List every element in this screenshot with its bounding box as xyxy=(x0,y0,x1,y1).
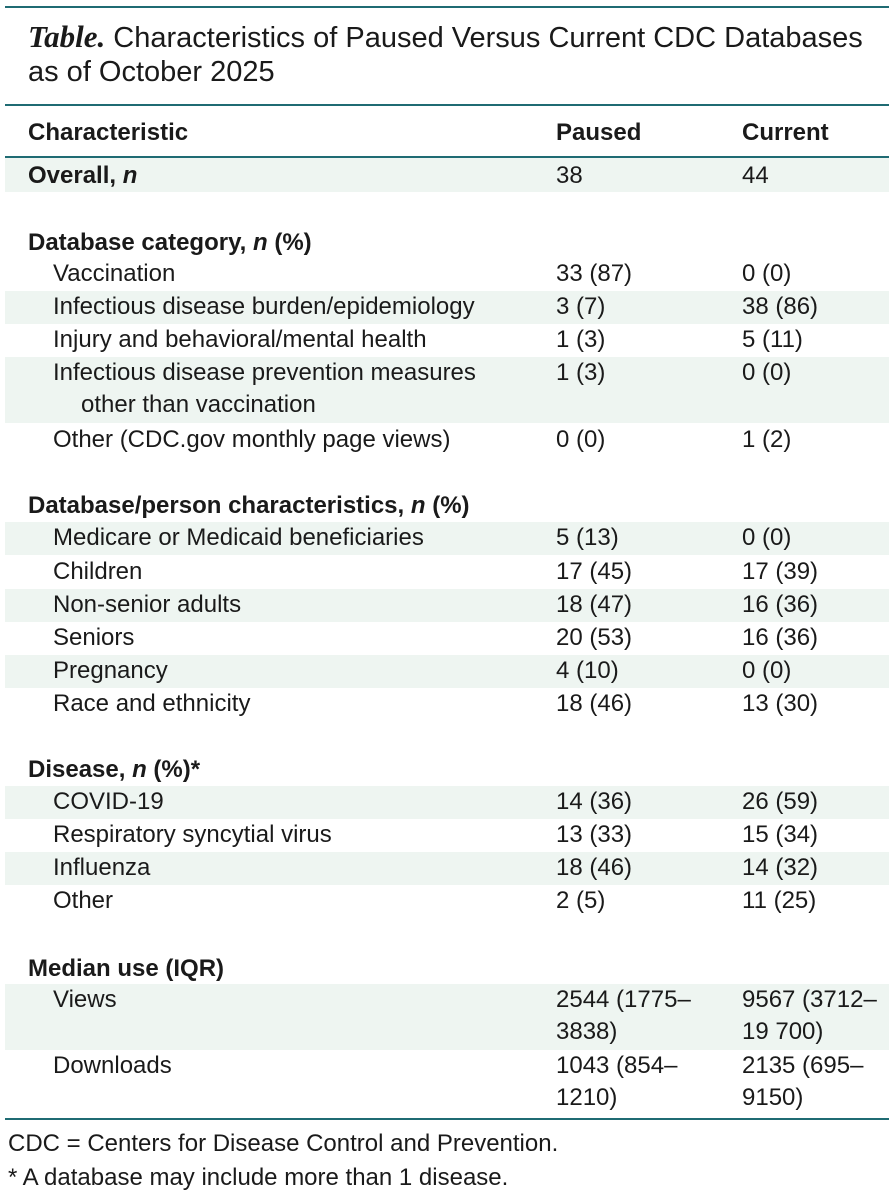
section-heading-person: Database/person characteristics, n (%) xyxy=(28,492,470,519)
table-row xyxy=(5,852,889,885)
section-heading-category: Database category, n (%) xyxy=(28,229,312,256)
current-value: 0 (0) xyxy=(742,359,792,386)
row-label: Non-senior adults xyxy=(53,591,242,618)
current-value: 0 (0) xyxy=(742,260,792,287)
table-title xyxy=(28,20,868,89)
current-value: 16 (36) xyxy=(742,624,819,651)
paused-value: 18 (47) xyxy=(556,591,633,618)
paused-value: 1043 (854– 1210) xyxy=(556,1052,678,1111)
table-row xyxy=(5,655,889,688)
header-paused: Paused xyxy=(556,119,642,146)
table-row xyxy=(5,1050,889,1116)
paused-value: 17 (45) xyxy=(556,558,633,585)
row-label: Other (CDC.gov monthly page views) xyxy=(53,426,451,453)
current-value: 9567 (3712– 19 700) xyxy=(742,986,877,1045)
paused-value: 2 (5) xyxy=(556,887,606,914)
row-label: Other xyxy=(53,887,114,914)
section-heading-median: Median use (IQR) xyxy=(28,955,225,982)
table-label: Table. xyxy=(28,19,106,54)
table-row xyxy=(5,556,889,588)
row-label: Race and ethnicity xyxy=(53,690,251,717)
current-value: 2135 (695– 9150) xyxy=(742,1052,864,1111)
current-value: 44 xyxy=(742,162,769,189)
current-value: 1 (2) xyxy=(742,426,792,453)
row-label: Respiratory syncytial virus xyxy=(53,821,332,848)
paused-value: 38 xyxy=(556,162,583,189)
paused-value: 18 (46) xyxy=(556,854,633,881)
current-value: 16 (36) xyxy=(742,591,819,618)
row-label: Views xyxy=(53,986,117,1013)
table-row xyxy=(5,786,889,819)
table-row xyxy=(5,622,889,654)
paused-value: 5 (13) xyxy=(556,524,619,551)
current-value: 5 (11) xyxy=(742,326,803,353)
row-label: Injury and behavioral/mental health xyxy=(53,326,427,353)
row-label: Infectious disease burden/epidemiology xyxy=(53,293,475,320)
paused-value: 14 (36) xyxy=(556,788,633,815)
table-row xyxy=(5,885,889,917)
paused-value: 0 (0) xyxy=(556,426,606,453)
current-value: 14 (32) xyxy=(742,854,819,881)
table-row xyxy=(5,357,889,423)
current-value: 17 (39) xyxy=(742,558,819,585)
paused-value: 18 (46) xyxy=(556,690,633,717)
paused-value: 2544 (1775– 3838) xyxy=(556,986,691,1045)
table-row xyxy=(5,424,889,456)
table-row xyxy=(5,258,889,290)
section-heading-disease: Disease, n (%)* xyxy=(28,756,201,783)
table-row xyxy=(5,291,889,324)
row-label: Children xyxy=(53,558,143,585)
paused-value: 20 (53) xyxy=(556,624,633,651)
row-label: Overall, n xyxy=(28,162,138,189)
column-header-row xyxy=(5,104,889,158)
current-value: 13 (30) xyxy=(742,690,819,717)
table-row-overall xyxy=(5,158,889,192)
table-row xyxy=(5,522,889,555)
table-row xyxy=(5,324,889,356)
table-row xyxy=(5,984,889,1050)
footnote-disease: * A database may include more than 1 disease. xyxy=(8,1164,509,1191)
row-label: Pregnancy xyxy=(53,657,168,684)
header-characteristic: Characteristic xyxy=(28,119,189,146)
paused-value: 4 (10) xyxy=(556,657,619,684)
row-label: COVID-19 xyxy=(53,788,164,815)
row-label: Seniors xyxy=(53,624,135,651)
header-current: Current xyxy=(742,119,829,146)
current-value: 11 (25) xyxy=(742,887,817,914)
row-label: Influenza xyxy=(53,854,151,881)
row-label: Downloads xyxy=(53,1052,172,1079)
table-row xyxy=(5,688,889,720)
paused-value: 13 (33) xyxy=(556,821,633,848)
table-row xyxy=(5,589,889,622)
top-rule xyxy=(5,6,889,8)
footnote-abbreviation: CDC = Centers for Disease Control and Prevention. xyxy=(8,1130,559,1157)
current-value: 0 (0) xyxy=(742,524,792,551)
paused-value: 33 (87) xyxy=(556,260,633,287)
paused-value: 1 (3) xyxy=(556,326,606,353)
row-label: Medicare or Medicaid beneficiaries xyxy=(53,524,424,551)
row-label: Vaccination xyxy=(53,260,176,287)
table-row xyxy=(5,819,889,851)
paused-value: 3 (7) xyxy=(556,293,606,320)
paused-value: 1 (3) xyxy=(556,359,606,386)
current-value: 0 (0) xyxy=(742,657,792,684)
bottom-rule xyxy=(5,1118,889,1120)
table-title-text: Characteristics of Paused Versus Current CDC Databases as of October 2025 xyxy=(28,22,863,88)
current-value: 38 (86) xyxy=(742,293,819,320)
row-label: Infectious disease prevention measures other than vaccination xyxy=(53,359,476,418)
current-value: 26 (59) xyxy=(742,788,819,815)
current-value: 15 (34) xyxy=(742,821,819,848)
